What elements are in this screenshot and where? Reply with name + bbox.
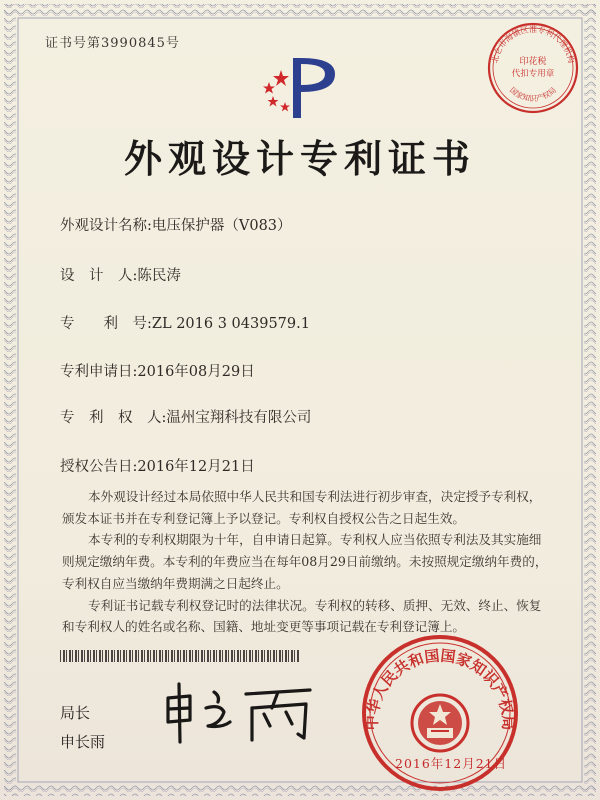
- seal-date: 2016年12月21日: [395, 756, 508, 771]
- body-paragraph-2: 本专利的专利权期限为十年，自申请日起算。专利权人应当依照专利法及其实施细则规定缴纳年费。本专利的年费应当在每年08月29日前缴纳。未按照规定缴纳年费的，专利权自应当缴纳年费期满之日起终止。: [62, 532, 548, 591]
- patent-number-label: 专 利 号:: [60, 316, 152, 332]
- tax-stamp-seal: [483, 18, 583, 118]
- director-title: 局长: [60, 704, 91, 722]
- body-paragraph-1: 本外观设计经过本局依照中华人民共和国专利法进行初步审查，决定授予专利权，颁发本证书并在专利登记簿上予以登记。专利权自授权公告之日起生效。: [62, 489, 542, 526]
- ip-office-seal: [355, 628, 525, 798]
- field-patent-number: [60, 312, 310, 333]
- field-patentee: [60, 406, 311, 427]
- filing-date-label: 专利申请日:: [60, 364, 138, 380]
- certificate-number: 证书号第3990845号: [45, 36, 180, 51]
- seal-top-line1: 印花税: [519, 57, 547, 67]
- field-grant-date: [60, 455, 255, 476]
- patentee-value: 温州宝翔科技有限公司: [166, 410, 312, 426]
- certificate-body: [62, 486, 548, 638]
- patent-office-logo: [255, 52, 355, 122]
- patent-number-value: ZL 2016 3 0439579.1: [151, 316, 310, 332]
- design-name-label: 外观设计名称:: [60, 218, 152, 234]
- seal-top-line2: 代扣专用章: [511, 69, 555, 79]
- grant-date-value: 2016年12月21日: [137, 459, 255, 475]
- design-name-value: 电压保护器（V083）: [151, 218, 292, 234]
- certificate-title: 外观设计专利证书: [123, 136, 476, 181]
- grant-date-label: 授权公告日:: [60, 459, 138, 475]
- seal-top-bottom-text: 国家知识产权局: [508, 85, 558, 103]
- seal-top-outer-text: 北仑市海镇区准专利代理机构: [490, 25, 576, 64]
- designer-value: 陈民涛: [137, 268, 181, 284]
- svg-text:国家知识产权局: [508, 85, 558, 102]
- barcode: [60, 650, 300, 662]
- director-signature: [160, 678, 320, 748]
- patentee-label: 专 利 权 人:: [60, 410, 167, 426]
- designer-label: 设 计 人:: [60, 268, 138, 284]
- field-filing-date: [60, 360, 255, 381]
- director-name: 申长雨: [60, 733, 106, 751]
- field-design-name: [60, 214, 292, 235]
- seal-bottom-text: 中华人民共和国国家知识产权局: [362, 646, 518, 731]
- body-paragraph-3: 专利证书记载专利权登记时的法律状况。专利权的转移、质押、无效、终止、恢复和专利权人的姓名或名称、国籍、地址变更等事项记载在专利登记簿上。: [62, 597, 542, 635]
- filing-date-value: 2016年08月29日: [137, 364, 255, 380]
- field-designer: [60, 264, 181, 285]
